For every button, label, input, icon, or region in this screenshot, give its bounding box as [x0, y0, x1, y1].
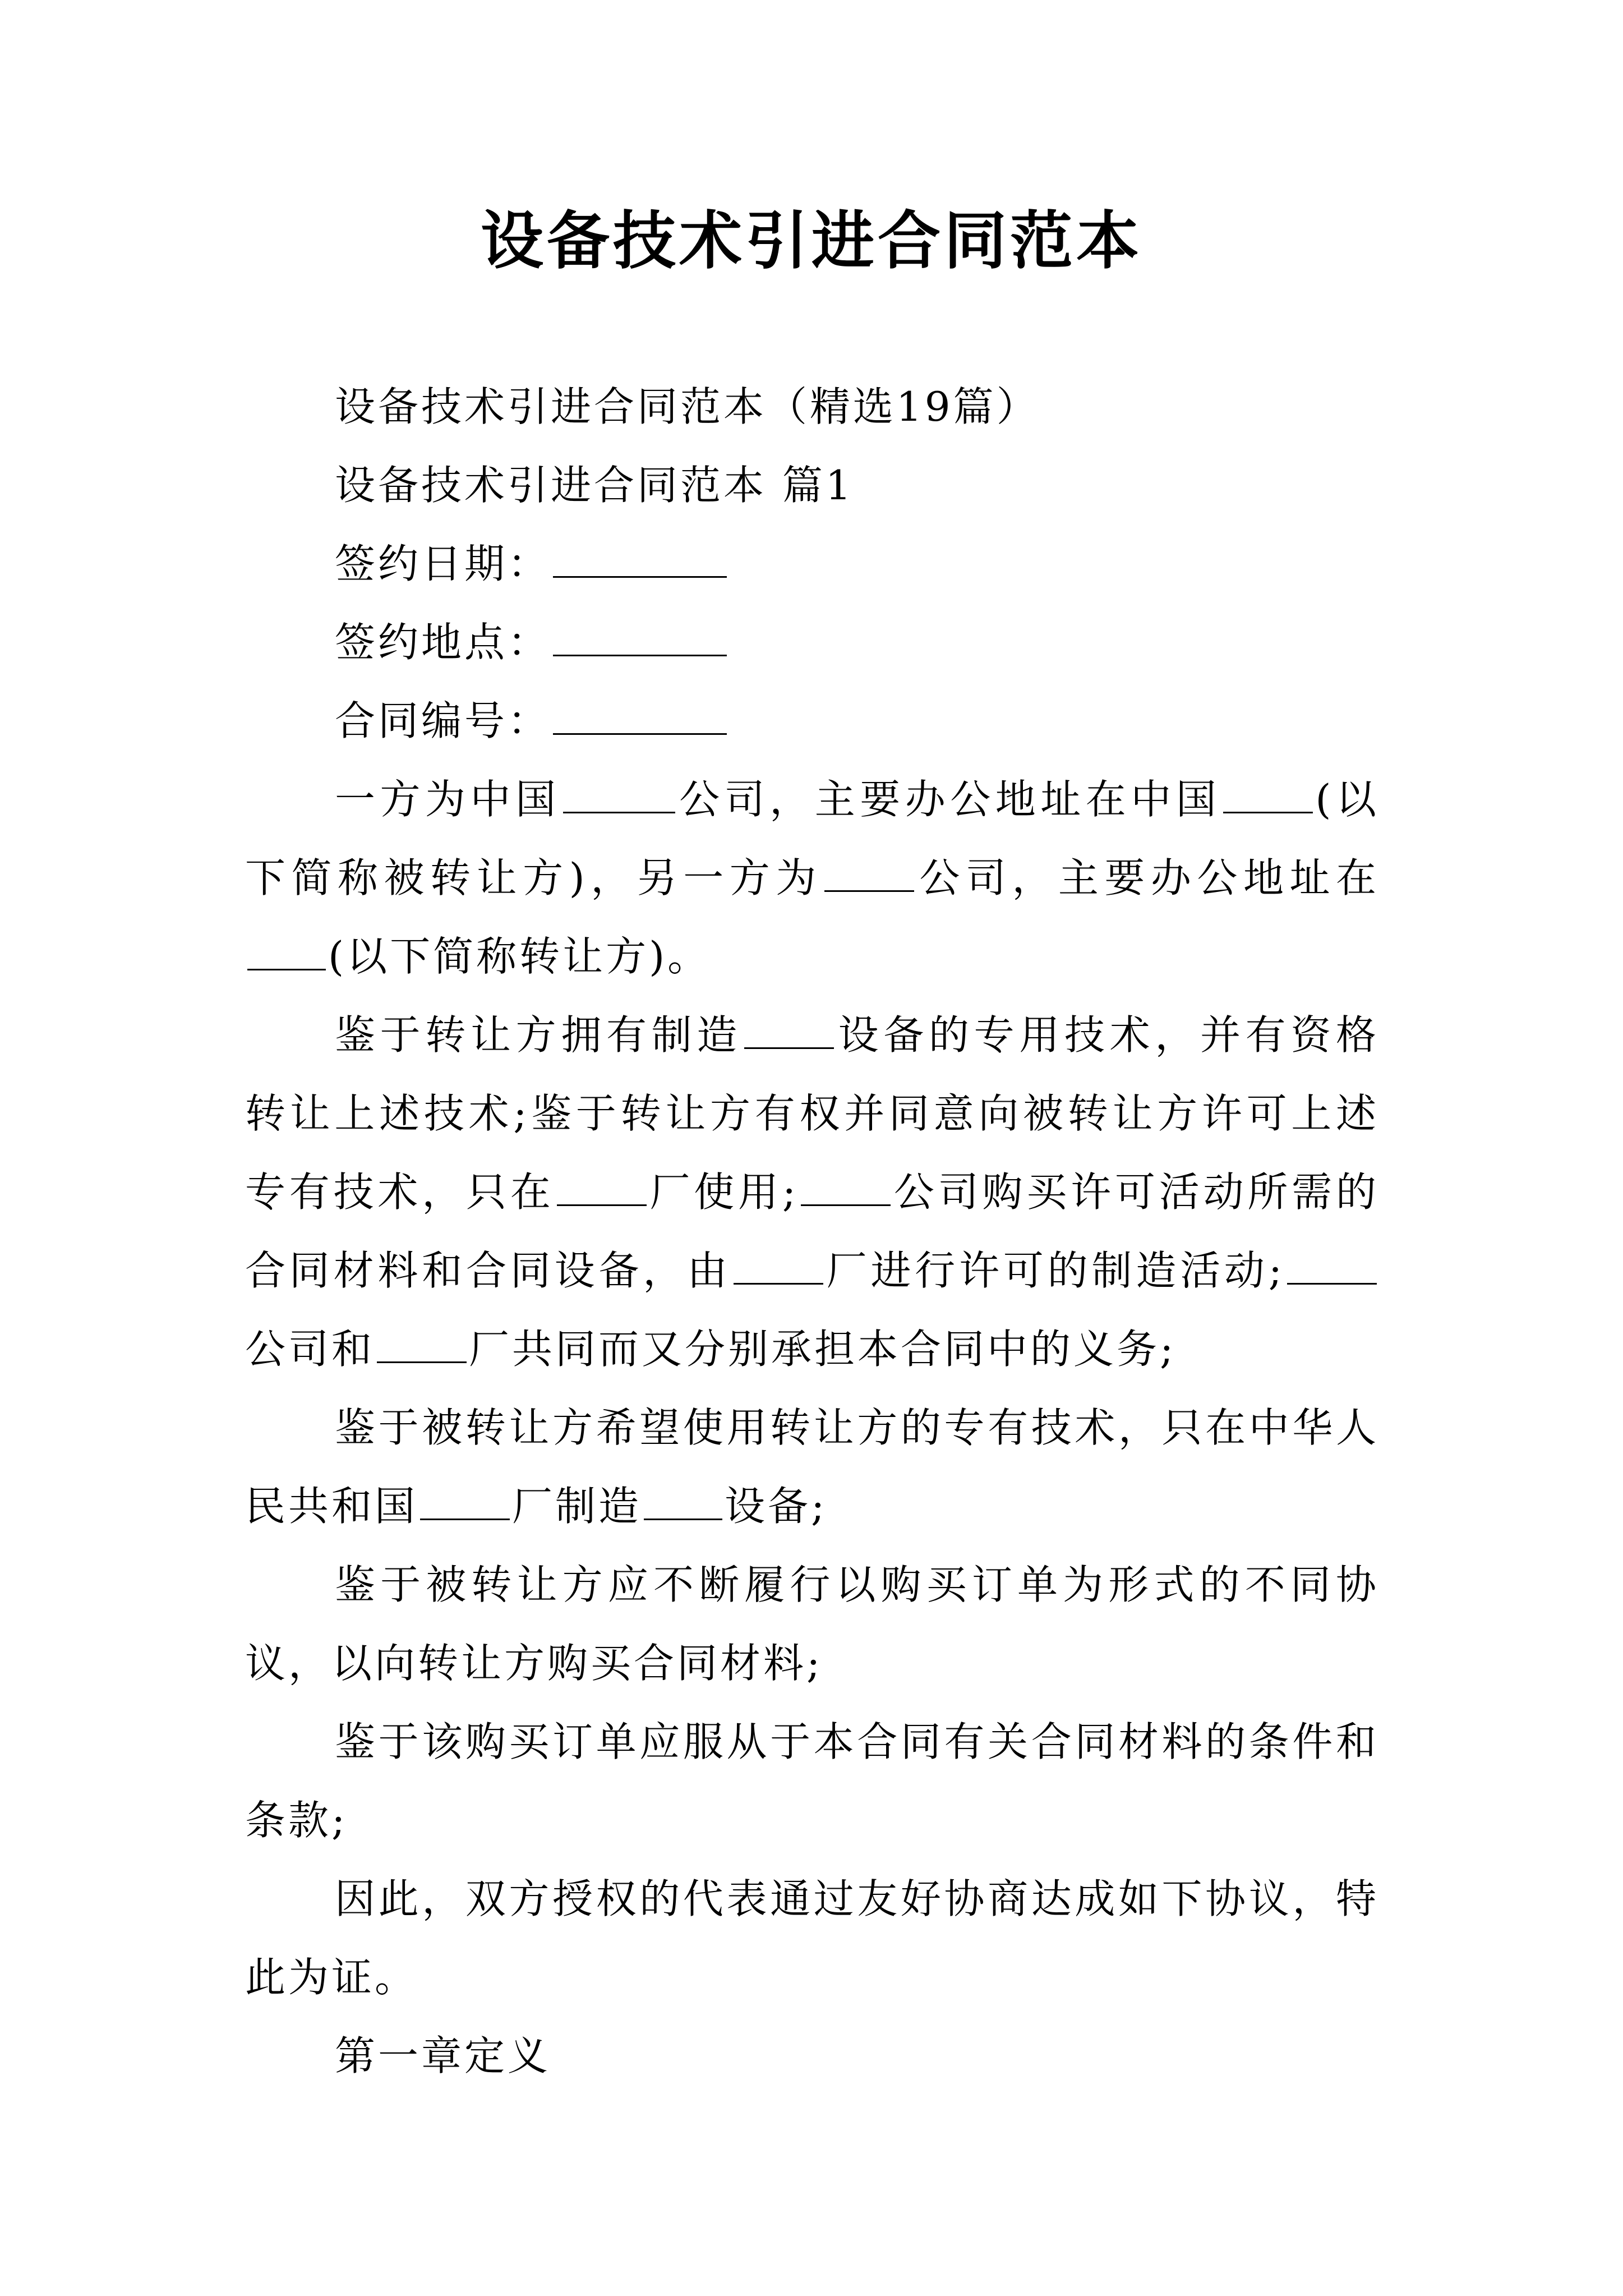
blank-line — [563, 778, 675, 813]
text-segment: 厂使用; — [648, 1168, 799, 1216]
text-segment: 厂共同而又分别承担本合同中的义务; — [469, 1326, 1177, 1373]
blank-line — [801, 1171, 891, 1206]
contract-number-blank — [553, 700, 727, 735]
paragraph-contract-number — [245, 682, 1379, 760]
document-body — [245, 367, 1379, 2095]
paragraph-recital-4: 鉴于该购买订单应服从于本合同有关合同材料的条件和条款; — [245, 1718, 1379, 1844]
paragraph-agreement: 因此，双方授权的代表通过友好协商达成如下协议，特此为证。 — [245, 1875, 1379, 2001]
text-segment: 公司，主要办公地址在中国 — [677, 776, 1221, 823]
text-segment: 厂进行许可的制造活动; — [825, 1247, 1285, 1294]
paragraph-sign-date — [245, 524, 1379, 603]
blank-line — [247, 935, 326, 970]
paragraph-chapter-heading: 第一章定义 — [335, 2032, 551, 2079]
text-segment: (以下简称转让方)。 — [328, 933, 711, 980]
blank-line — [744, 1014, 834, 1049]
text-segment: (以下简称被转让方)，另一方为 — [245, 776, 1379, 901]
blank-line — [734, 1249, 823, 1285]
paragraph-subtitle: 设备技术引进合同范本（精选19篇） — [335, 383, 1040, 430]
sign-place-blank — [553, 621, 727, 656]
text-segment: 鉴于被转让方希望使用转让方的专有技术，只在中华人民共和国 — [245, 1404, 1379, 1530]
text-segment: 厂制造 — [512, 1483, 642, 1530]
blank-line — [1223, 778, 1313, 813]
text-segment: 公司，主要办公地址在 — [916, 854, 1379, 901]
blank-line — [420, 1485, 510, 1520]
paragraph-recital-3: 鉴于被转让方应不断履行以购买订单为形式的不同协议，以向转让方购买合同材料; — [245, 1561, 1379, 1687]
sign-date-blank — [553, 542, 727, 578]
paragraph-sign-place — [245, 603, 1379, 682]
blank-line — [557, 1171, 647, 1206]
blank-line — [824, 857, 914, 892]
text-segment: 鉴于转让方拥有制造 — [335, 1011, 742, 1059]
paragraph-recital-1 — [245, 996, 1379, 1388]
paragraph-recital-2 — [245, 1388, 1379, 1545]
sign-place-label: 签约地点： — [335, 619, 551, 666]
text-segment: 公司和 — [245, 1326, 375, 1373]
text-segment: 公司购买许可活动所需的合同材料和合同设备，由 — [245, 1168, 1379, 1294]
paragraph-parties — [245, 760, 1379, 996]
paragraph-section-heading: 设备技术引进合同范本 篇1 — [335, 462, 854, 509]
document-title: 设备技术引进合同范本 — [481, 204, 1142, 278]
blank-line — [1287, 1249, 1377, 1285]
blank-line — [377, 1328, 467, 1363]
text-segment: 一方为中国 — [335, 776, 561, 823]
sign-date-label: 签约日期： — [335, 540, 551, 587]
text-segment: 设备的专用技术，并有资格转让上述技术;鉴于转让方有权并同意向被转让方许可上述专有技术，只在 — [245, 1011, 1379, 1216]
text-segment: 设备; — [725, 1483, 828, 1530]
contract-number-label: 合同编号： — [335, 697, 551, 744]
blank-line — [644, 1485, 722, 1520]
